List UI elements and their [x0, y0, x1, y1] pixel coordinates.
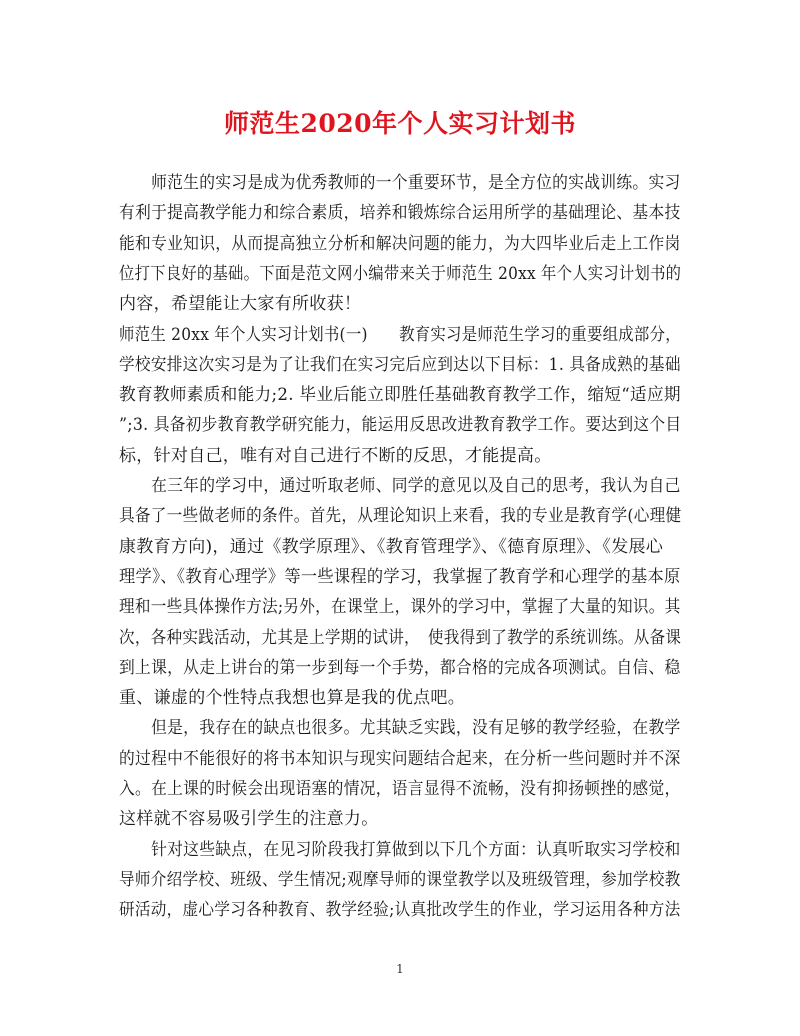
text-line: ”;3. 具备初步教育教学研究能力，能运用反思改进教育教学工作。要达到这个目 — [119, 415, 682, 436]
text-line: 位打下良好的基础。下面是范文网小编带来关于师范生 20xx 年个人实习计划书的 — [119, 263, 682, 284]
text-line: 康教育方向)，通过《教学原理》、《教育管理学》、《德育原理》、《发展心 — [119, 536, 664, 557]
text-line: 师范生 20xx 年个人实习计划书(一) 教育实习是师范生学习的重要组成部分， — [119, 324, 681, 345]
text-line: 理和一些具体操作方法;另外，在课堂上，课外的学习中，掌握了大量的知识。其 — [119, 597, 681, 618]
text-line: 次，各种实践活动，尤其是上学期的试讲， 使我得到了教学的系统训练。从备课 — [119, 627, 682, 648]
text-line: 但是，我存在的缺点也很多。尤其缺乏实践，没有足够的教学经验，在教学 — [119, 718, 681, 739]
text-line: 入。在上课的时候会出现语塞的情况，语言显得不流畅，没有抑扬顿挫的感觉， — [119, 779, 681, 799]
text-line: 内容，希望能让大家有所收获！ — [119, 294, 362, 315]
document-title: 师范生2020年个人实习计划书 — [223, 109, 577, 138]
text-line: 师范生的实习是成为优秀教师的一个重要环节，是全方位的实战训练。实习 — [119, 173, 681, 193]
text-line: 教育教师素质和能力;2. 毕业后能立即胜任基础教育教学工作，缩短“适应期 — [119, 385, 681, 406]
text-line: 到上课，从走上讲台的第一步到每一个手势，都合格的完成各项测试。自信、稳 — [119, 657, 681, 678]
text-line: 的过程中不能很好的将书本知识与现实问题结合起来，在分析一些问题时并不深 — [119, 748, 681, 769]
text-line: 理学》、《教育心理学》等一些课程的学习，我掌握了教育学和心理学的基本原 — [119, 566, 681, 587]
text-line: 研活动，虚心学习各种教育、教学经验;认真批改学生的作业，学习运用各种方法 — [119, 900, 681, 921]
text-line: 在三年的学习中，通过听取老师、同学的意见以及自己的思考，我认为自己 — [119, 476, 681, 496]
text-line: 标，针对自己，唯有对自己进行不断的反思，才能提高。 — [119, 445, 552, 466]
text-line: 学校安排这次实习是为了让我们在实习完后应到达以下目标：1. 具备成熟的基础 — [119, 354, 681, 375]
text-line: 导师介绍学校、班级、学生情况;观摩导师的课堂教学以及班级管理，参加学校教 — [119, 869, 681, 890]
text-line: 能和专业知识，从而提高独立分析和解决问题的能力，为大四毕业后走上工作岗 — [119, 233, 681, 254]
page-number: 1 — [396, 962, 404, 976]
text-line: 这样就不容易吸引学生的注意力。 — [119, 809, 379, 830]
text-line: 重、谦虚的个性特点我想也算是我的优点吧。 — [119, 688, 465, 709]
text-line: 具备了一些做老师的条件。首先，从理论知识上来看，我的专业是教育学(心理健 — [119, 506, 682, 527]
text-line: 针对这些缺点，在见习阶段我打算做到以下几个方面：认真听取实习学校和 — [119, 839, 681, 860]
text-line: 有利于提高教学能力和综合素质，培养和锻炼综合运用所学的基础理论、基本技 — [119, 203, 681, 224]
